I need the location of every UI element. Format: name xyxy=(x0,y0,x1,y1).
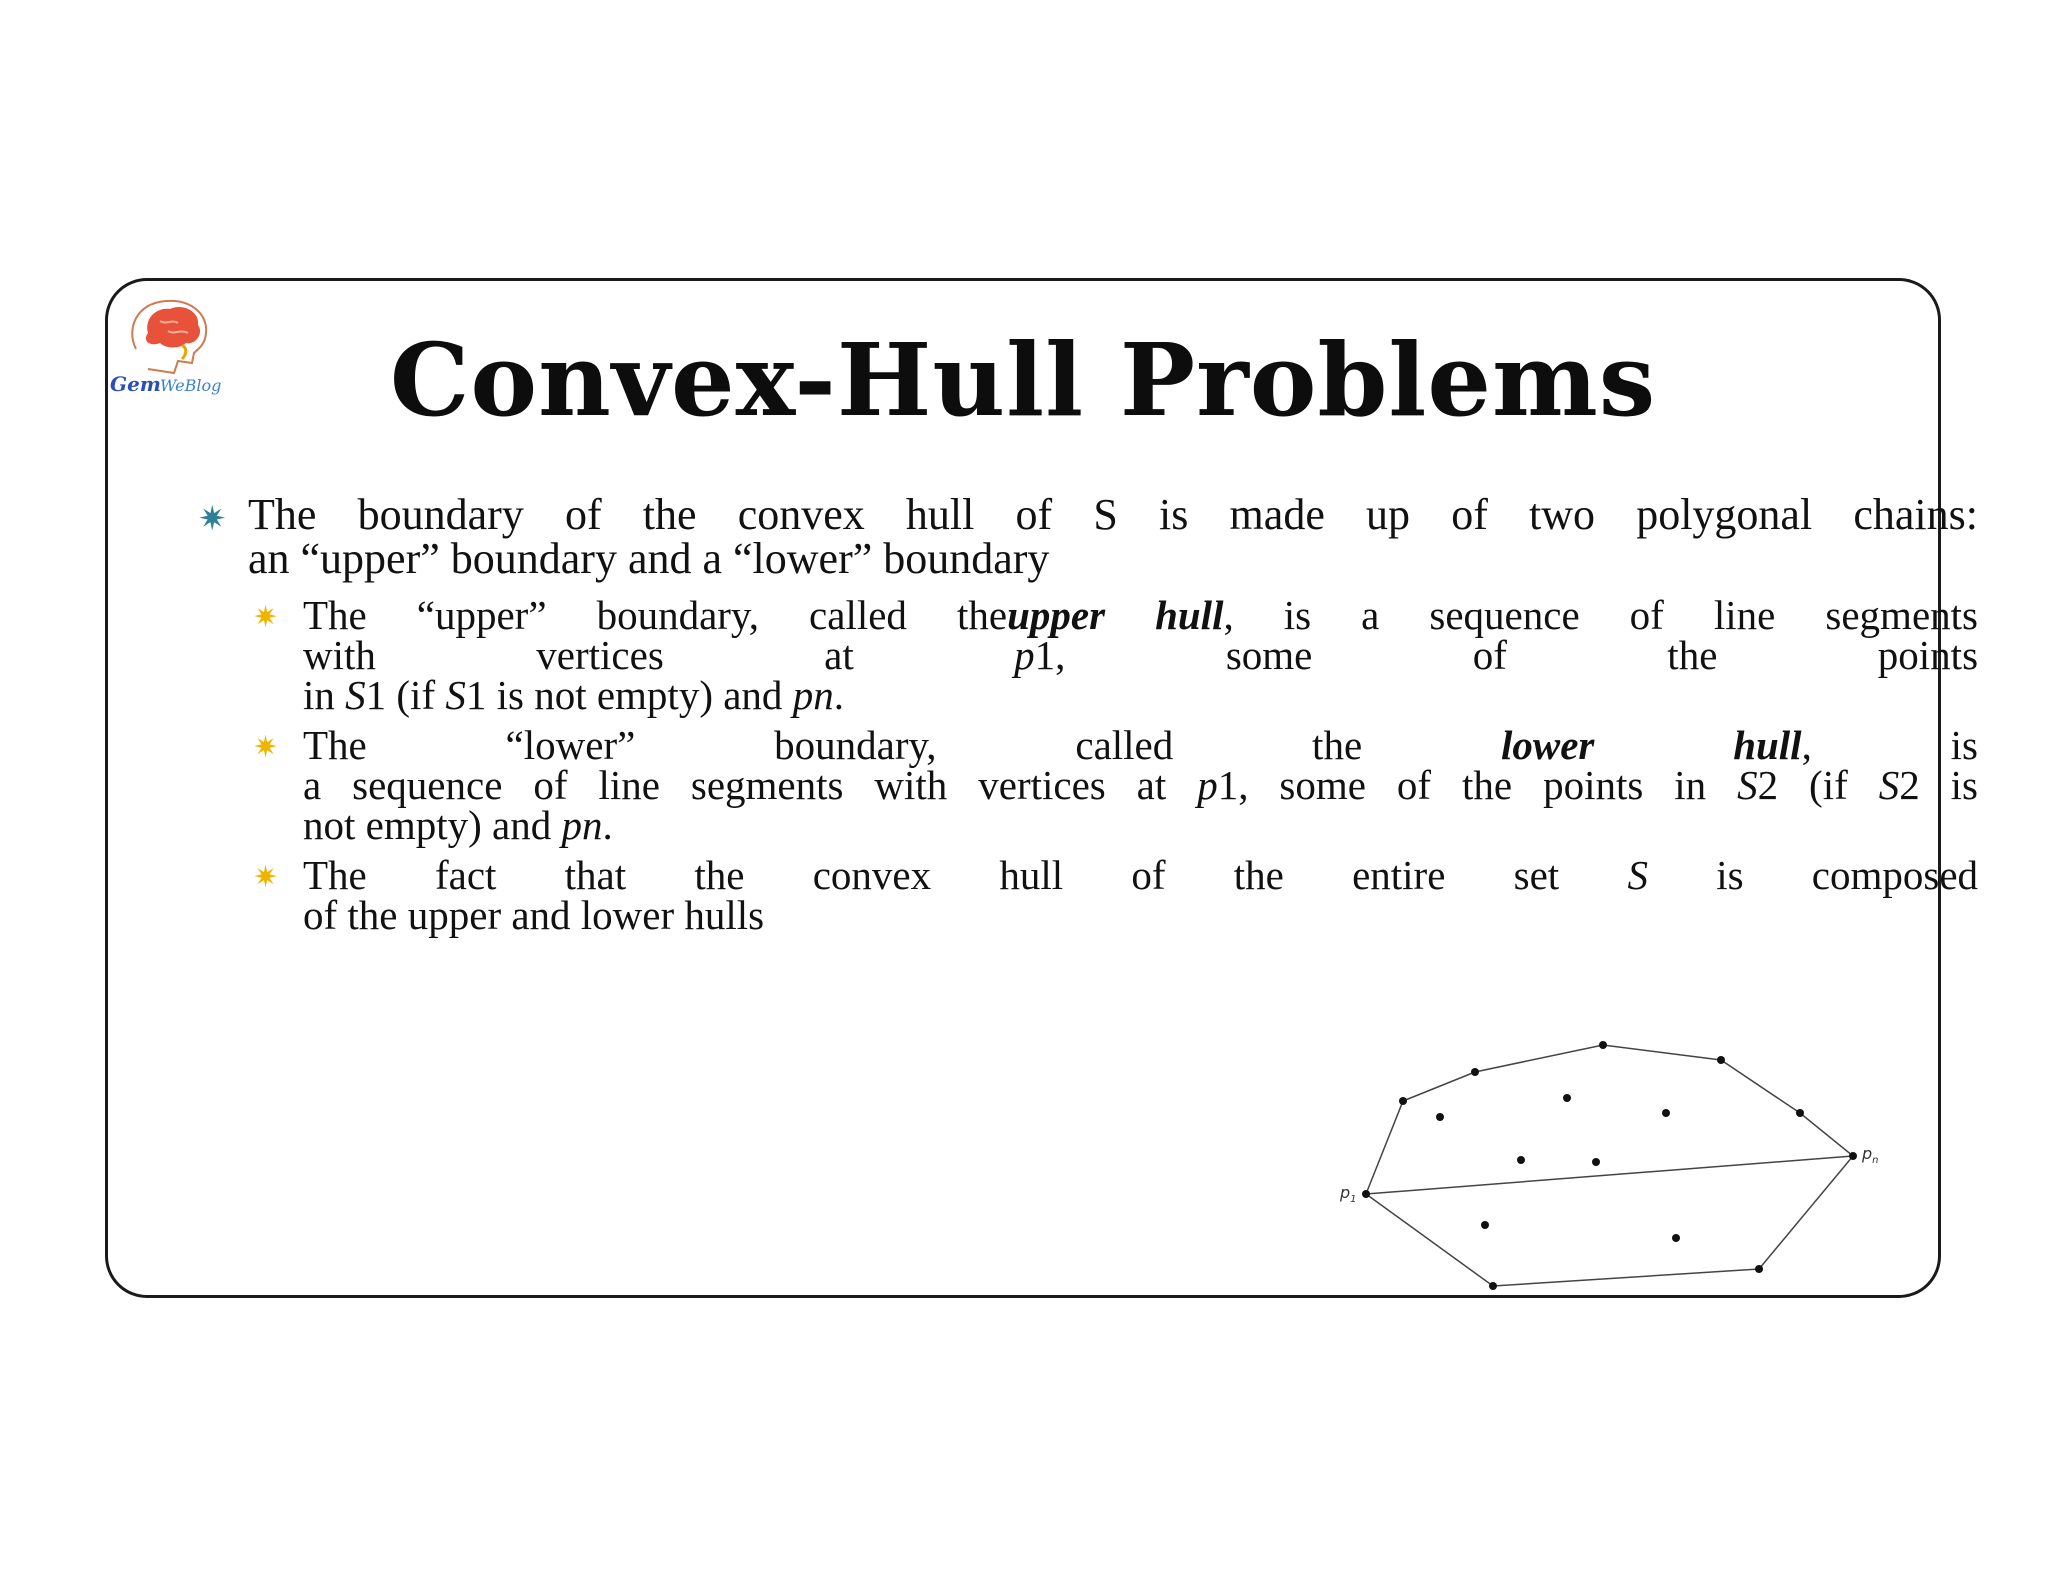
hull-points xyxy=(1362,1041,1857,1290)
slide-content xyxy=(190,490,1979,938)
bullet-line: The boundary of the convex hull of S is made up of two polygonal chains: xyxy=(248,490,1978,539)
subbullet-line: a sequence of line segments with vertices at p1, some of the points in S2 (if S2 is xyxy=(303,762,1979,808)
hull-polygon xyxy=(1366,1045,1853,1286)
point xyxy=(1755,1265,1763,1273)
convex-hull-diagram xyxy=(1330,1001,1930,1291)
subbullet-star-icon: ✷ xyxy=(253,730,279,765)
subbullet-line: in S1 (if S1 is not empty) and pn. xyxy=(303,672,844,718)
label-pn: $p_n$ xyxy=(1862,1144,1879,1166)
subbullet-line: of the upper and lower hulls xyxy=(303,892,765,938)
point xyxy=(1399,1097,1407,1105)
label-p1: $p_1$ xyxy=(1340,1183,1357,1205)
bullet-star-icon: ✷ xyxy=(198,499,227,539)
point xyxy=(1436,1113,1444,1121)
point xyxy=(1489,1282,1497,1290)
point xyxy=(1517,1156,1525,1164)
subbullet-line: with vertices at p1, some of the points xyxy=(303,632,1979,678)
subbullet-star-icon: ✷ xyxy=(253,860,279,895)
subbullet-lower-hull xyxy=(190,722,1979,848)
subbullet-composition xyxy=(190,852,1979,938)
point xyxy=(1362,1190,1370,1198)
point xyxy=(1592,1158,1600,1166)
logo-gem-text: Gem xyxy=(110,372,161,396)
point xyxy=(1849,1152,1857,1160)
point xyxy=(1672,1234,1680,1242)
slide-title: Convex-Hull Problems xyxy=(389,321,1657,439)
p1-pn-segment xyxy=(1366,1156,1853,1194)
point xyxy=(1717,1056,1725,1064)
point xyxy=(1471,1068,1479,1076)
subbullet-line: not empty) and pn. xyxy=(303,802,613,848)
subbullet-line: The fact that the convex hull of the entire set S is composed xyxy=(303,852,1979,898)
point xyxy=(1481,1221,1489,1229)
point xyxy=(1662,1109,1670,1117)
subbullet-line: The “upper” boundary, called theupper hull, is a sequence of line segments xyxy=(303,592,1978,638)
slide-frame xyxy=(105,278,1979,1298)
subbullet-upper-hull xyxy=(190,592,1979,718)
point xyxy=(1563,1094,1571,1102)
logo-weblog-text: WeBlog xyxy=(160,376,222,395)
bullet-line: an “upper” boundary and a “lower” boundary xyxy=(248,534,1050,583)
point xyxy=(1796,1109,1804,1117)
point xyxy=(1599,1041,1607,1049)
bullet-boundary xyxy=(190,490,1978,583)
subbullet-star-icon: ✷ xyxy=(253,600,279,635)
subbullet-line: The “lower” boundary, called the lower hull, is xyxy=(303,722,1978,768)
